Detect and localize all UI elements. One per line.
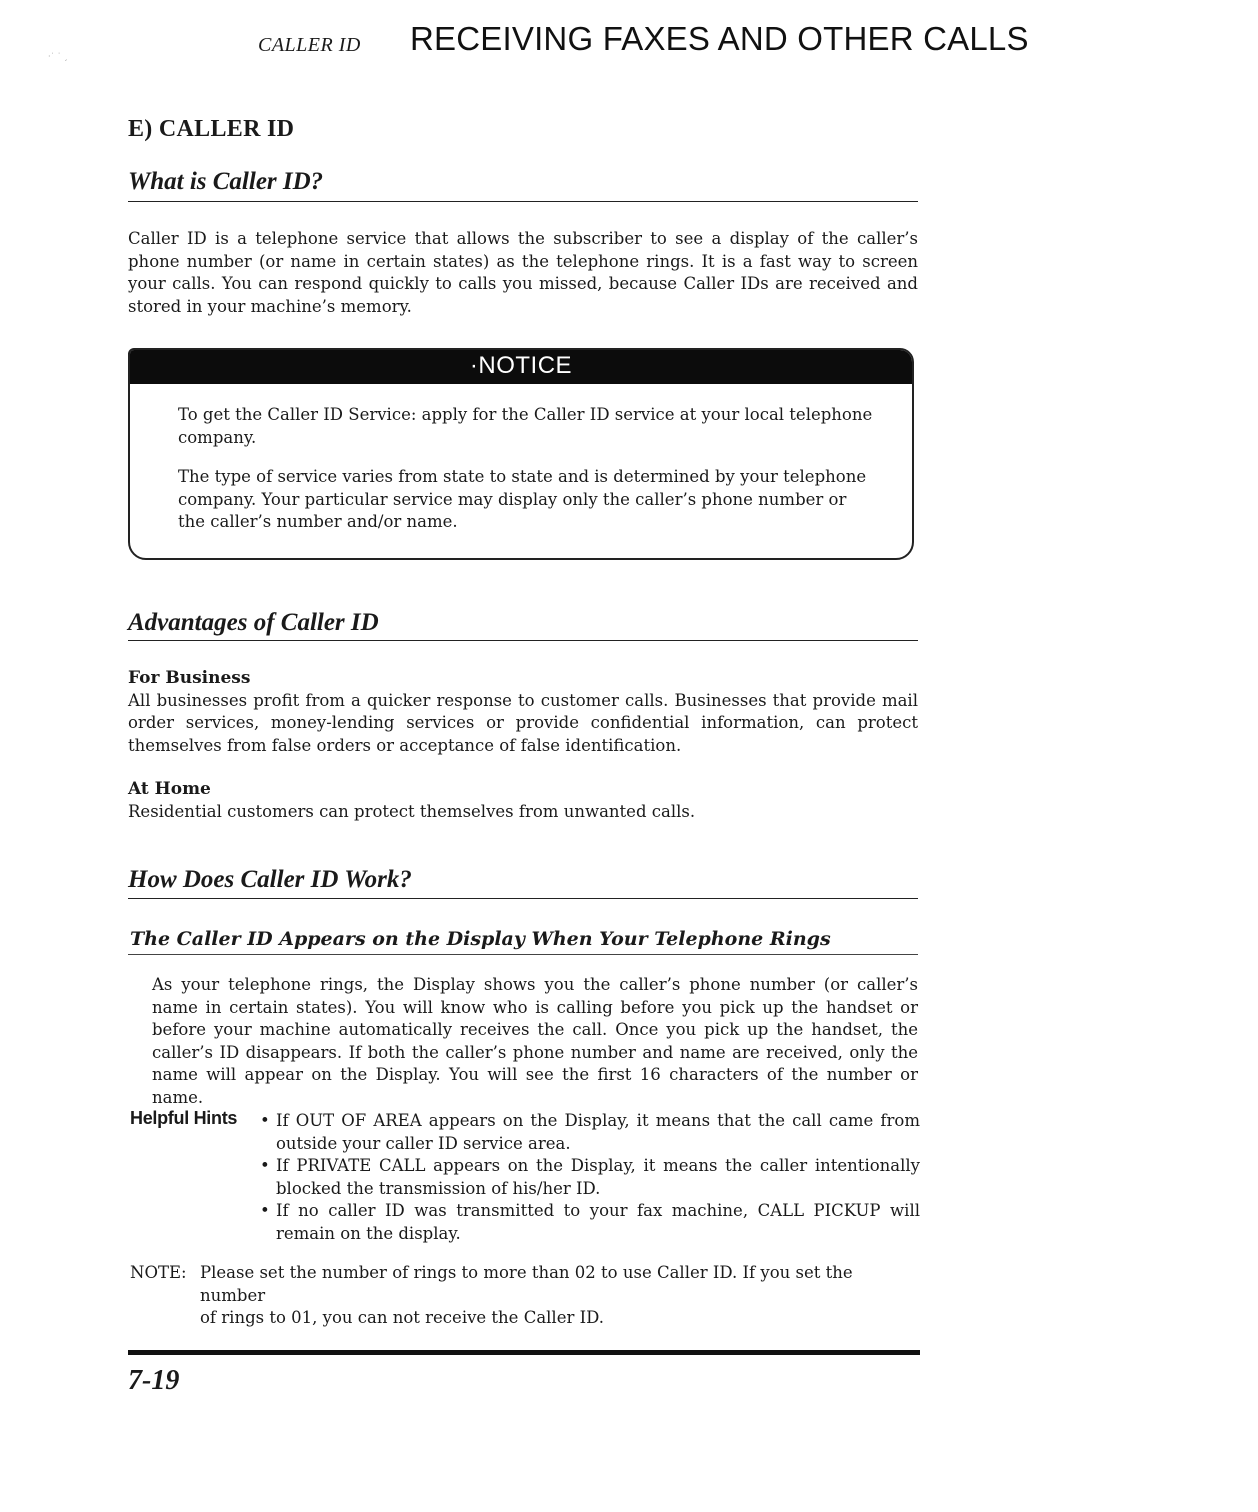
- home-text: Residential customers can protect themselves from unwanted calls.: [128, 801, 696, 821]
- notice-title: ·NOTICE: [469, 352, 573, 379]
- notice-paragraph-1: To get the Caller ID Service: apply for the Caller ID service at your local telephone company.: [178, 405, 873, 447]
- heading-what-is-caller-id: What is Caller ID?: [128, 168, 324, 195]
- running-header-section: CALLER ID: [258, 34, 361, 56]
- running-header-chapter: RECEIVING FAXES AND OTHER CALLS: [410, 20, 1029, 57]
- heading-rule: [128, 640, 918, 641]
- how-paragraph: As your telephone rings, the Display shows you the caller’s phone number (or caller’s name in certain states). You will know who is calling before you pick up the handset or before your machine automatically receives the call. Once you pick up the handset, the caller’s ID disappears. If both the caller’s phone number and name are received, only the name will appear on the Display. You will see the first 16 characters of the number or name.: [152, 975, 918, 1107]
- helpful-hints-list: [260, 1110, 920, 1245]
- business-block: [128, 667, 918, 757]
- home-label: At Home: [128, 779, 211, 799]
- heading-how-it-works: How Does Caller ID Work?: [128, 866, 412, 893]
- notice-banner: [130, 350, 912, 384]
- list-item: • If PRIVATE CALL appears on the Display, it means the caller intentionally blocked the transmission of his/her ID.: [260, 1155, 920, 1200]
- home-block: [128, 778, 918, 823]
- note-label: NOTE:: [130, 1263, 187, 1282]
- subheading-display: The Caller ID Appears on the Display When Your Telephone Rings: [130, 928, 831, 950]
- notice-paragraph-2: The type of service varies from state to state and is determined by your telephone company. Your particular service may display only the caller’s phone number or the caller’s number and/or name.: [178, 467, 867, 531]
- footer-rule: [128, 1350, 920, 1355]
- business-label: For Business: [128, 668, 251, 688]
- note-text: Please set the number of rings to more than 02 to use Caller ID. If you set the number of rings to 01, you can not receive the Caller ID.: [200, 1263, 853, 1327]
- business-text: All businesses profit from a quicker response to customer calls. Businesses that provide mail order services, money-lending services or provide confidential information, can protect themselves from false orders or acceptance of false identification.: [128, 690, 918, 755]
- list-item: • If no caller ID was transmitted to your fax machine, CALL PICKUP will remain on the display.: [260, 1200, 920, 1245]
- scan-speck: ·˙ ˙ ˏ: [48, 52, 68, 61]
- section-title: E) CALLER ID: [128, 116, 295, 142]
- heading-advantages: Advantages of Caller ID: [128, 609, 379, 636]
- heading-rule: [128, 898, 918, 899]
- helpful-hints-label: Helpful Hints: [130, 1108, 238, 1128]
- page-number: 7-19: [128, 1365, 180, 1396]
- subheading-rule: [128, 954, 918, 955]
- what-is-paragraph: Caller ID is a telephone service that allows the subscriber to see a display of the caller’s phone number (or name in certain states) as the telephone rings. It is a fast way to screen your calls. You can respond quickly to calls you missed, because Caller IDs are received and stored in your machine’s memory.: [128, 229, 918, 316]
- list-item: • If OUT OF AREA appears on the Display, it means that the call came from outside your caller ID service area.: [260, 1110, 920, 1155]
- heading-rule: [128, 201, 918, 202]
- notice-box: [128, 348, 914, 560]
